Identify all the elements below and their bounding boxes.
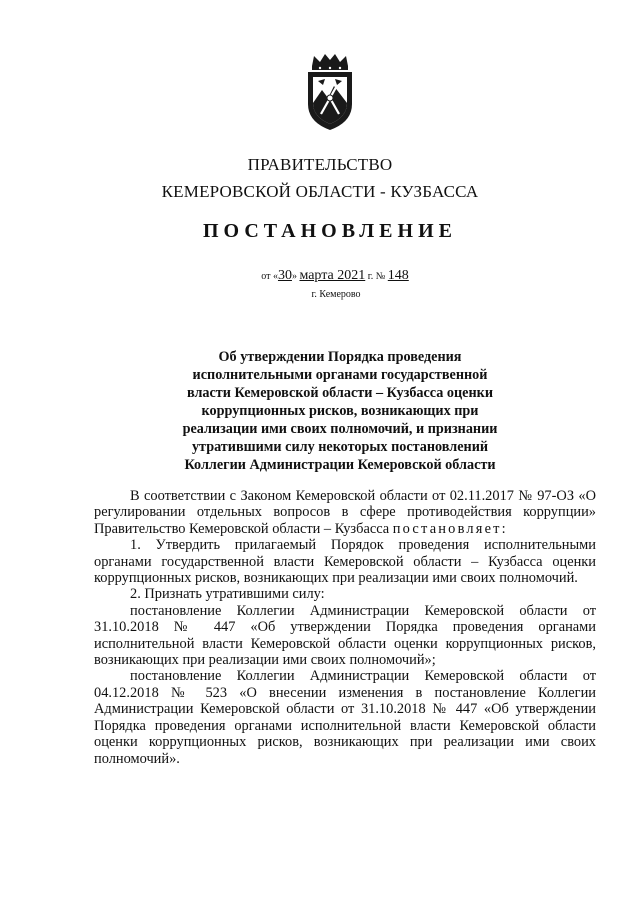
item-1: 1. Утвердить прилагаемый Порядок проведения исполнительными органами государственной власти Кемеровской области – Кузбасса оценки коррупционных рисков, возникающих при реализации ими своих полномочий. [94, 537, 596, 587]
subject-line: утратившими силу некоторых постановлений [191, 439, 489, 455]
date-day: 30 [277, 268, 292, 283]
document-body [94, 488, 596, 767]
date-open-quote: « [272, 271, 278, 282]
subject-line: реализации ими своих полномочий, и признании [182, 421, 498, 437]
resolves-word: постановляет: [392, 520, 508, 537]
preamble-text: В соответствии с Законом Кемеровской области от 02.11.2017 № 97-ОЗ «О регулировании отдельных вопросов в сфере противодействия коррупции» Правительство Кемеровской области – Кузбасса [94, 488, 596, 537]
document-subject [160, 348, 520, 474]
subject-line: Об утверждении Порядка проведения [218, 349, 462, 365]
date-month-year: марта 2021 [299, 268, 366, 283]
document-type: ПОСТАНОВЛЕНИЕ [203, 220, 457, 242]
date-number-line [0, 268, 640, 284]
city: г. Кемерово [311, 289, 361, 300]
item-2-decree-523: постановление Коллегии Администрации Кемеровской области от 04.12.2018 № 523 «О внесении изменения в постановление Коллегии Администрации Кемеровской области от 31.10.2018 № 447 «Об утверждении Порядка проведения органами исполнительной власти Кемеровской области оценки коррупционных рисков, возникающих при реализации ими своих полномочий». [94, 668, 596, 767]
coat-of-arms-icon [304, 52, 356, 132]
government-title-line2: КЕМЕРОВСКОЙ ОБЛАСТИ - КУЗБАССА [161, 182, 479, 201]
date-close-quote: » [291, 271, 297, 282]
subject-line: власти Кемеровской области – Кузбасса оценки [186, 385, 493, 401]
subject-line: Коллегии Администрации Кемеровской области [184, 457, 496, 473]
preamble-paragraph [94, 488, 596, 537]
item-2: 2. Признать утратившими силу: [130, 586, 325, 603]
government-title-line1: ПРАВИТЕЛЬСТВО [247, 155, 393, 174]
subject-line: коррупционных рисков, возникающих при [201, 403, 479, 419]
subject-line: исполнительными органами государственной [192, 367, 488, 383]
date-year-suffix: г. [367, 271, 374, 282]
document-number: 148 [387, 268, 409, 283]
item-2-decree-447: постановление Коллегии Администрации Кемеровской области от 31.10.2018 № 447 «Об утверждении Порядка проведения органами исполнительной власти Кемеровской области оценки коррупционных рисков, возникающих при реализации ими своих полномочий»; [94, 602, 596, 669]
number-sign: № [375, 271, 386, 282]
date-prefix: от [261, 271, 271, 282]
